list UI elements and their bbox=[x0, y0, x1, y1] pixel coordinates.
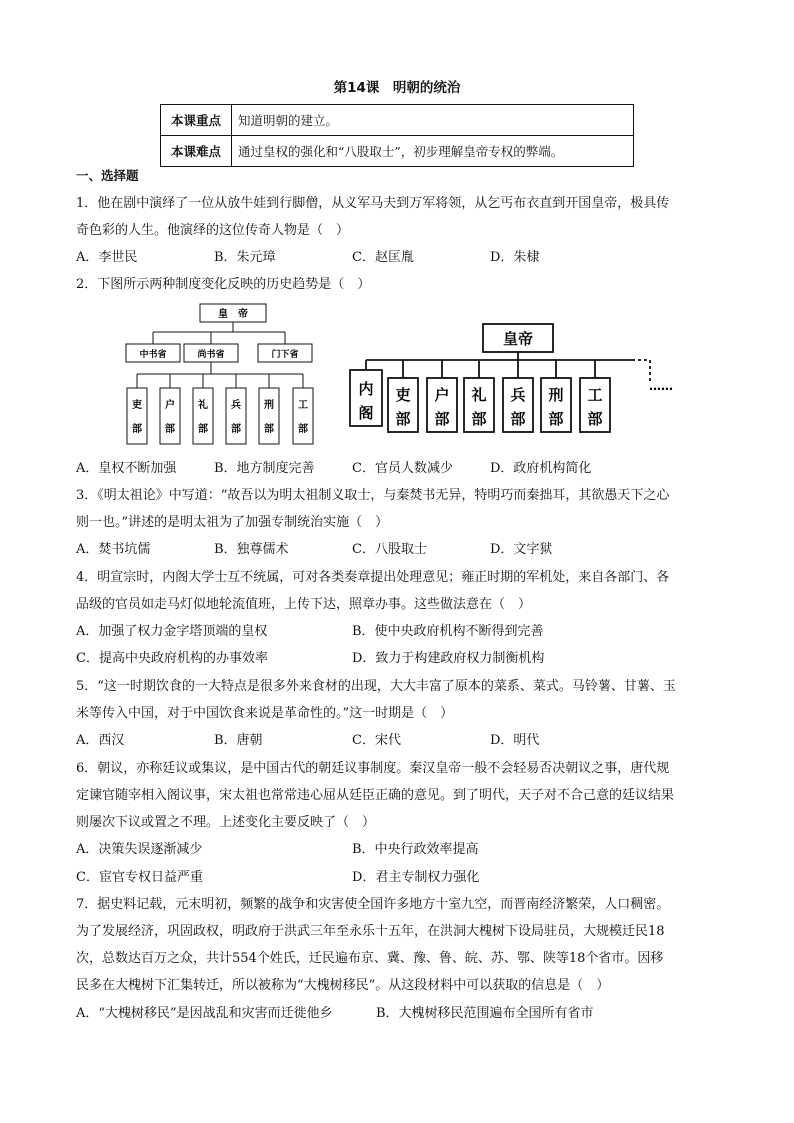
key-point-row bbox=[161, 105, 634, 136]
cabinet-label: 阁 bbox=[358, 404, 374, 422]
question-1-options bbox=[76, 244, 722, 271]
difficult-point-label: 本课难点 bbox=[161, 136, 232, 167]
difficult-point-row bbox=[161, 136, 634, 167]
ministry-label: 部 bbox=[471, 410, 487, 428]
ministry-secretariat-label: 中书省 bbox=[139, 350, 167, 360]
stem-line: 2．下图所示两种制度变化反映的历史趋势是（ ） bbox=[76, 277, 371, 292]
option-b[interactable]: B．中央行政效率提高 bbox=[352, 842, 479, 857]
ministry-label: 礼 bbox=[471, 386, 487, 404]
option-c[interactable]: C．提高中央政府机构的办事效率 bbox=[76, 651, 268, 666]
emperor-label: 皇 帝 bbox=[218, 309, 248, 320]
stem-line: 7．据史料记载，元末明初，频繁的战争和灾害使全国许多地方十室九空，而晋南经济繁荣，人口稠密。 bbox=[76, 897, 670, 912]
question-1-stem bbox=[76, 190, 722, 244]
option-b[interactable]: B．朱元璋 bbox=[214, 250, 276, 265]
key-point-text: 知道明朝的建立。 bbox=[232, 105, 634, 136]
option-b[interactable]: B．大槐树移民范围遍布全国所有省市 bbox=[376, 1006, 594, 1021]
stem-line: 米等传入中国，对于中国饮食来说是革命性的。”这一时期是（ ） bbox=[76, 706, 454, 721]
stem-line: 次，总数达百万之众，共计554个姓氏，迁民遍布京、冀、豫、鲁、皖、苏、鄂、陕等18个省市。因移 bbox=[76, 951, 664, 966]
stem-line: 3．《明太祖论》中写道：“故吾以为明太祖制义取士，与秦焚书无异，特明巧而秦拙耳，其欲愚天下之心 bbox=[76, 488, 670, 503]
stem-line: 品级的官员如走马灯似地轮流值班，上传下达，照章办事。这些做法意在（ ） bbox=[76, 597, 532, 612]
ministry-label: 吏 bbox=[132, 400, 142, 411]
ministry-secretariat-label: 门下省 bbox=[271, 350, 299, 360]
question-5-options bbox=[76, 727, 722, 754]
option-b[interactable]: B．地方制度完善 bbox=[214, 461, 315, 476]
page-title: 第14课 明朝的统治 bbox=[333, 80, 461, 96]
question-7-stem bbox=[76, 891, 722, 999]
stem-line: 4．明宣宗时，内阁大学士互不统属，可对各类奏章提出处理意见；雍正时期的军机处，来自各部门、各 bbox=[76, 570, 670, 585]
emperor-label: 皇帝 bbox=[502, 330, 534, 348]
question-6-options-row1 bbox=[76, 836, 722, 863]
option-d[interactable]: D．文字狱 bbox=[490, 542, 553, 557]
ministry-label: 刑 bbox=[264, 400, 274, 411]
structure-diagram bbox=[120, 300, 680, 452]
stem-line: 民多在大槐树下汇集转迁，所以被称为“大槐树移民”。从这段材料中可以获取的信息是（ ） bbox=[76, 978, 610, 993]
stem-line: 则一也。”讲述的是明太祖为了加强专制统治实施（ ） bbox=[76, 515, 389, 530]
difficult-point-text: 通过皇权的强化和“八股取士”，初步理解皇帝专权的弊端。 bbox=[232, 136, 634, 167]
stem-line: 定谏官随宰相入阁议事，宋太祖也常常违心屈从廷臣正确的意见。到了明代，天子对不合己意的廷议结果 bbox=[76, 788, 675, 803]
question-4-stem bbox=[76, 564, 722, 618]
ministry-label: 兵 bbox=[231, 400, 241, 411]
ministry-label: 户 bbox=[434, 386, 450, 404]
option-a[interactable]: A．李世民 bbox=[76, 250, 138, 265]
cabinet-label: 内 bbox=[358, 380, 374, 398]
stem-line: 1．他在剧中演绎了一位从放牛娃到行脚僧，从义军马夫到万军将领，从乞丐布衣直到开国皇帝，极具传 bbox=[76, 196, 670, 211]
option-c[interactable]: C．宦官专权日益严重 bbox=[76, 870, 203, 885]
option-a[interactable]: A．加强了权力金字塔顶端的皇权 bbox=[76, 624, 268, 639]
question-3-stem bbox=[76, 482, 722, 536]
stem-line: 为了发展经济，巩固政权，明政府于洪武三年至永乐十五年，在洪洞大槐树下设局驻员，大规模迁民18 bbox=[76, 924, 665, 939]
ministry-label: 礼 bbox=[198, 400, 208, 411]
key-point-label: 本课重点 bbox=[161, 105, 232, 136]
ministry-label: 部 bbox=[587, 410, 603, 428]
section-heading: 一、选择题 bbox=[76, 168, 139, 183]
option-d[interactable]: D．致力于构建政府权力制衡机构 bbox=[352, 651, 545, 666]
ministry-label: 户 bbox=[165, 400, 175, 411]
option-d[interactable]: D．朱棣 bbox=[490, 250, 540, 265]
question-4-options-row1 bbox=[76, 618, 722, 645]
question-3-options bbox=[76, 536, 722, 563]
option-a[interactable]: A．西汉 bbox=[76, 733, 125, 748]
ministry-secretariat-label: 尚书省 bbox=[197, 350, 225, 360]
question-2-options bbox=[76, 455, 722, 482]
option-d[interactable]: D．政府机构简化 bbox=[490, 461, 592, 476]
question-6-stem bbox=[76, 755, 722, 836]
question-7-options-row1 bbox=[76, 1000, 722, 1027]
ministry-label: 部 bbox=[132, 424, 142, 435]
question-6-options-row2 bbox=[76, 864, 722, 891]
option-d[interactable]: D．君主专制权力强化 bbox=[352, 870, 480, 885]
stem-line: 6．朝议，亦称廷议或集议，是中国古代的朝廷议事制度。秦汉皇帝一般不会轻易否决朝议之事，唐代规 bbox=[76, 761, 670, 776]
question-4-options-row2 bbox=[76, 645, 722, 672]
ellipsis-label: …… bbox=[649, 379, 673, 393]
option-a[interactable]: A．“大槐树移民”是因战乱和灾害而迁徙他乡 bbox=[76, 1006, 333, 1021]
ministry-label: 部 bbox=[165, 424, 175, 435]
stem-line: 5．“这一时期饮食的一大特点是很多外来食材的出现，大大丰富了原本的菜系、菜式。马铃薯、甘薯、玉 bbox=[76, 679, 676, 694]
option-c[interactable]: C．官员人数减少 bbox=[352, 461, 453, 476]
ministry-label: 部 bbox=[434, 410, 450, 428]
option-c[interactable]: C．宋代 bbox=[352, 733, 401, 748]
ministry-label: 吏 bbox=[395, 386, 411, 404]
option-b[interactable]: B．唐朝 bbox=[214, 733, 263, 748]
ministry-label: 部 bbox=[264, 424, 274, 435]
option-c[interactable]: C．赵匡胤 bbox=[352, 250, 414, 265]
ministry-label: 部 bbox=[198, 424, 208, 435]
option-a[interactable]: A．皇权不断加强 bbox=[76, 461, 177, 476]
ministry-label: 部 bbox=[298, 424, 308, 435]
ministry-label: 工 bbox=[298, 400, 308, 411]
lesson-goals-table bbox=[160, 104, 634, 167]
ministry-label: 部 bbox=[548, 410, 564, 428]
option-c[interactable]: C．八股取士 bbox=[352, 542, 427, 557]
question-5-stem bbox=[76, 673, 722, 727]
option-d[interactable]: D．明代 bbox=[490, 733, 540, 748]
ministry-label: 部 bbox=[395, 410, 411, 428]
stem-line: 奇色彩的人生。他演绎的这位传奇人物是（ ） bbox=[76, 223, 350, 238]
option-a[interactable]: A．焚书坑儒 bbox=[76, 542, 151, 557]
question-2-stem bbox=[76, 271, 722, 298]
stem-line: 则屡次下议或置之不理。上述变化主要反映了（ ） bbox=[76, 815, 376, 830]
ministry-label: 部 bbox=[231, 424, 241, 435]
ministry-label: 部 bbox=[510, 410, 526, 428]
ministry-label: 工 bbox=[587, 386, 603, 404]
ministry-label: 刑 bbox=[548, 386, 564, 404]
option-a[interactable]: A．决策失误逐渐减少 bbox=[76, 842, 203, 857]
option-b[interactable]: B．独尊儒术 bbox=[214, 542, 289, 557]
option-b[interactable]: B．使中央政府机构不断得到完善 bbox=[352, 624, 544, 639]
ministry-label: 兵 bbox=[510, 386, 526, 404]
government-structure-figure bbox=[120, 300, 680, 452]
